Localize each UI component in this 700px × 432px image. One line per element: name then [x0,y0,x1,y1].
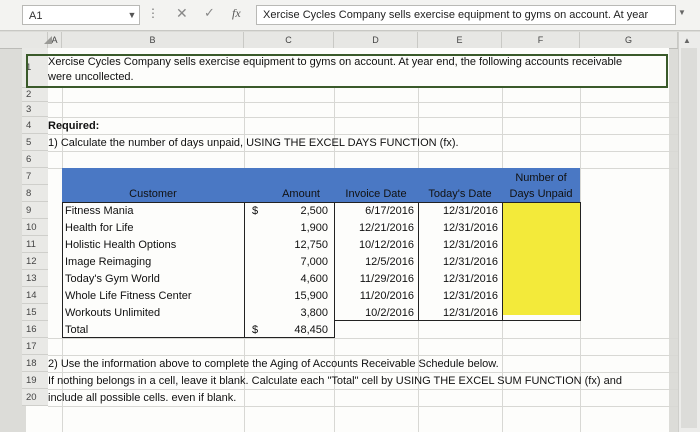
row-header-19[interactable]: 19 [22,372,48,389]
column-header-c[interactable]: C [244,32,334,48]
formula-input[interactable]: Xercise Cycles Company sells exercise equipment to gyms on account. At year [256,5,676,25]
row-header-16[interactable]: 16 [22,321,48,338]
question-1: 1) Calculate the number of days unpaid, USING THE EXCEL DAYS FUNCTION (fx). [48,137,459,149]
row-header-11[interactable]: 11 [22,236,48,253]
question-2-line3: include all possible cells. even if blank. [48,392,237,404]
gridline [48,151,678,152]
todays-date-cell[interactable]: 12/31/2016 [442,273,498,285]
more-options-icon[interactable]: ⋮ [147,6,159,20]
row-header-6[interactable]: 6 [22,151,48,168]
select-all-triangle-icon[interactable] [44,36,52,44]
invoice-date-cell[interactable]: 11/20/2016 [359,290,414,302]
gridline [48,389,678,390]
amount-cell[interactable]: 15,900 [294,290,328,302]
total-currency-symbol: $ [252,324,259,336]
amount-cell[interactable]: 2,500 [300,205,328,217]
gridline [48,355,678,356]
column-header-a[interactable]: A [48,32,62,48]
row-header-3[interactable]: 3 [22,102,48,117]
column-headers [0,32,690,49]
intro-text-line1: Xercise Cycles Company sells exercise equipment to gyms on account. At year end, the following accounts receivable [48,56,623,68]
header-days-unpaid-line2: Days Unpaid [509,188,573,200]
invoice-date-cell[interactable]: 11/29/2016 [359,273,414,285]
header-todays-date: Today's Date [428,188,492,200]
column-header-g[interactable]: G [580,32,678,48]
customer-cell[interactable]: Workouts Unlimited [65,307,161,319]
invoice-date-cell[interactable]: 10/12/2016 [358,239,414,251]
invoice-date-cell[interactable]: 6/17/2016 [365,205,414,217]
insert-function-icon[interactable]: fx [232,6,241,20]
total-label[interactable]: Total [65,324,89,336]
row-header-14[interactable]: 14 [22,287,48,304]
customer-cell[interactable]: Today's Gym World [65,273,160,285]
todays-date-cell[interactable]: 12/31/2016 [442,256,498,268]
customer-cell[interactable]: Holistic Health Options [65,239,177,251]
row-header-8[interactable]: 8 [22,185,48,202]
row-header-12[interactable]: 12 [22,253,48,270]
header-amount: Amount [282,188,320,200]
question-2-line2: If nothing belongs in a cell, leave it blank. Calculate each "Total" cell by USING THE EXCEL SUM FUNCTION (fx) and [48,375,622,387]
column-header-d[interactable]: D [334,32,418,48]
amount-cell[interactable]: 7,000 [300,256,328,268]
total-amount-cell[interactable]: 48,450 [294,324,328,336]
row-header-5[interactable]: 5 [22,134,48,151]
row-header-18[interactable]: 18 [22,355,48,372]
amount-cell[interactable]: 3,800 [300,307,328,319]
required-label: Required: [48,120,100,132]
currency-symbol: $ [252,205,259,217]
gridline [48,338,678,339]
gridline [48,134,678,135]
row-header-2[interactable]: 2 [22,88,48,102]
column-header-b[interactable]: B [62,32,244,48]
column-header-f[interactable]: F [502,32,580,48]
amount-cell[interactable]: 12,750 [294,239,328,251]
scrollbar-thumb[interactable] [681,48,697,428]
invoice-date-cell[interactable]: 12/21/2016 [358,222,414,234]
scroll-up-icon[interactable]: ▲ [683,36,691,45]
row-header-7[interactable]: 7 [22,168,48,185]
customer-cell[interactable]: Image Reimaging [65,256,152,268]
cancel-icon[interactable]: ✕ [176,5,188,21]
row-header-13[interactable]: 13 [22,270,48,287]
chevron-down-icon[interactable]: ▼ [127,10,137,20]
enter-check-icon[interactable]: ✓ [204,5,215,20]
todays-date-cell[interactable]: 12/31/2016 [442,205,498,217]
column-header-e[interactable]: E [418,32,502,48]
todays-date-cell[interactable]: 12/31/2016 [442,307,498,319]
row-header-20[interactable]: 20 [22,389,48,406]
row-header-17[interactable]: 17 [22,338,48,355]
invoice-date-cell[interactable]: 12/5/2016 [365,256,414,268]
select-all-corner[interactable] [0,32,48,48]
header-invoice-date: Invoice Date [345,188,407,200]
gridline [48,102,678,103]
question-2-line1: 2) Use the information above to complete the Aging of Accounts Receivable Schedule below. [48,358,499,370]
todays-date-cell[interactable]: 12/31/2016 [442,239,498,251]
gridline [48,406,678,407]
header-customer: Customer [129,188,177,200]
invoice-date-cell[interactable]: 10/2/2016 [365,307,414,319]
customer-cell[interactable]: Health for Life [65,222,134,234]
amount-cell[interactable]: 1,900 [300,222,328,234]
row-header-15[interactable]: 15 [22,304,48,321]
row-header-9[interactable]: 9 [22,202,48,219]
row-header-10[interactable]: 10 [22,219,48,236]
intro-text-line2: were uncollected. [48,71,134,83]
expand-formula-icon[interactable]: ▼ [678,8,686,17]
days-column-border [502,202,581,321]
row-header-1[interactable]: 1 [22,48,48,88]
header-days-unpaid-line1: Number of [515,172,567,184]
todays-date-cell[interactable]: 12/31/2016 [442,222,498,234]
amount-cell[interactable]: 4,600 [300,273,328,285]
customer-cell[interactable]: Whole Life Fitness Center [65,290,192,302]
gridline [48,117,678,118]
row-header-4[interactable]: 4 [22,117,48,134]
name-box[interactable]: A1 [22,5,140,25]
customer-cell[interactable]: Fitness Mania [65,205,134,217]
gridline [48,372,678,373]
todays-date-cell[interactable]: 12/31/2016 [442,290,498,302]
